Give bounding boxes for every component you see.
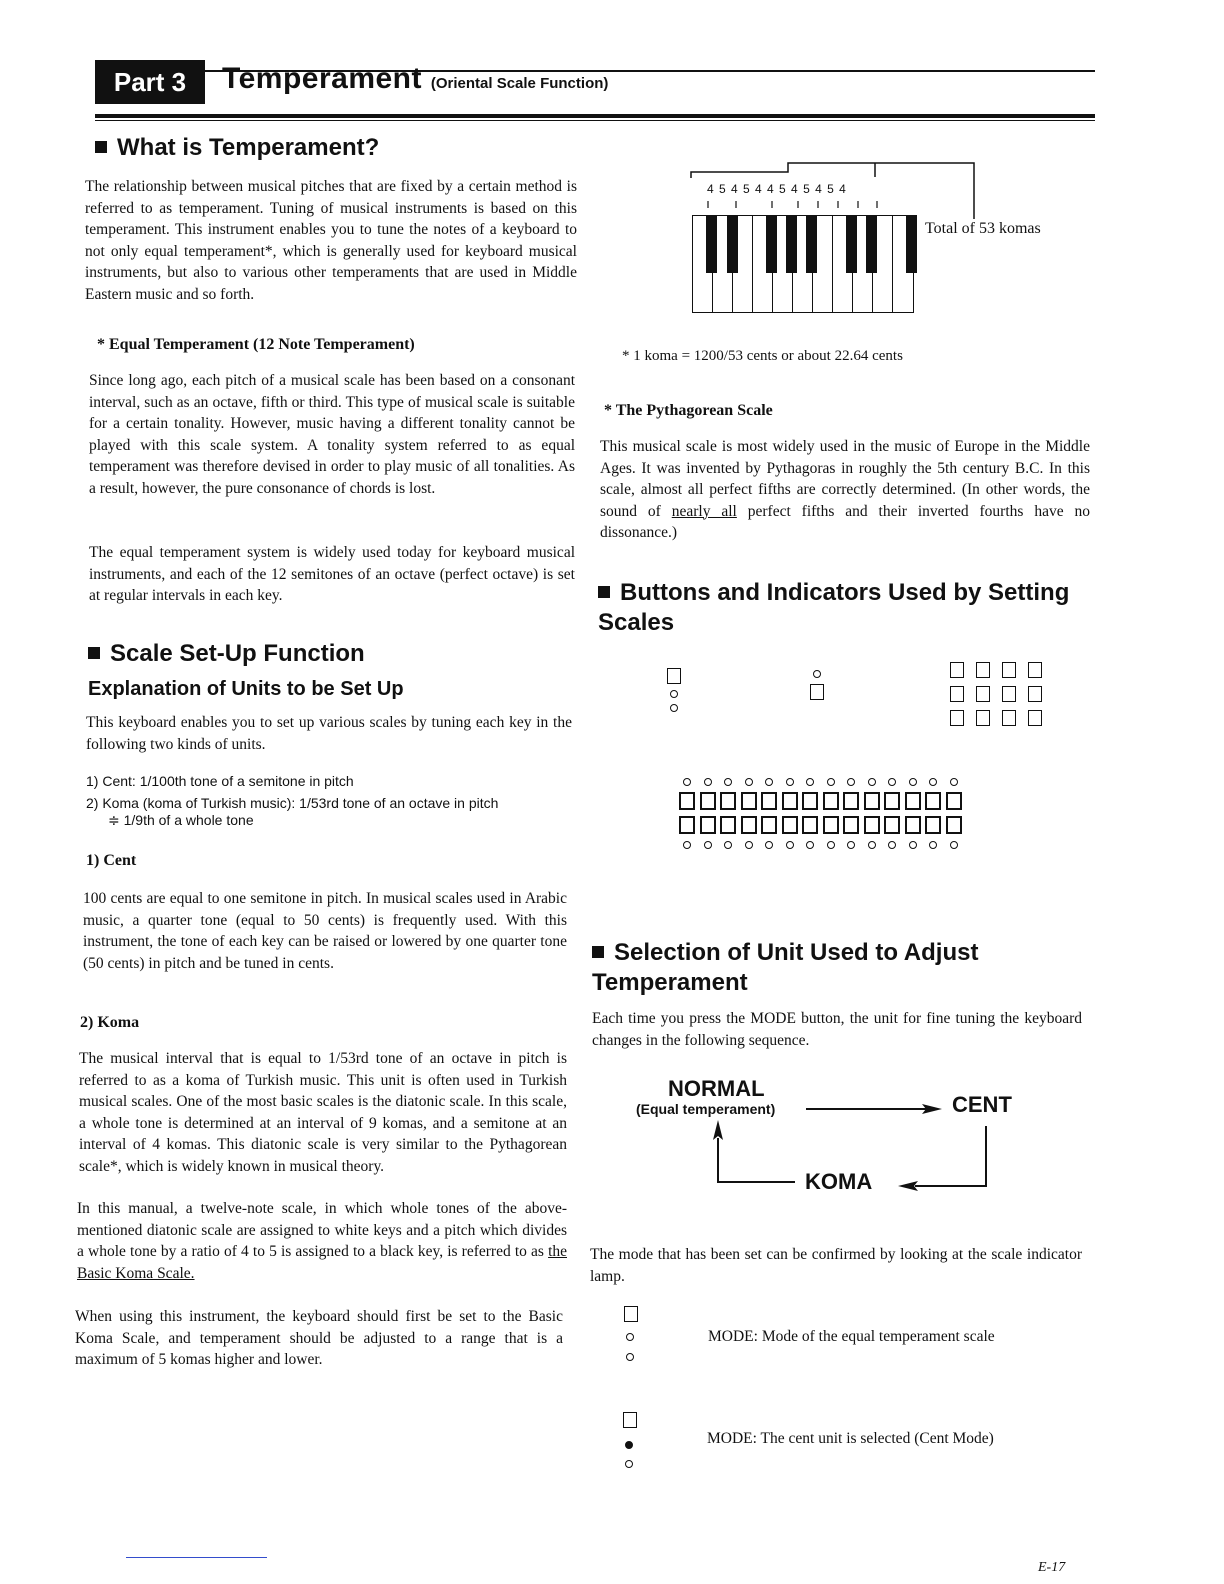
grid-button-icon	[976, 686, 990, 702]
grid-button-icon	[976, 710, 990, 726]
scale-button-icon	[843, 816, 859, 834]
chapter-subtitle: (Oriental Scale Function)	[430, 75, 609, 92]
scale-button-icon	[782, 792, 798, 810]
scale-lamp-icon	[786, 778, 794, 786]
scale-button-icon	[761, 792, 777, 810]
koma-lamp-icon	[670, 704, 678, 712]
selection-heading: Selection of Unit Used to Adjust Temperament	[592, 939, 979, 996]
scale-button-icon	[720, 792, 736, 810]
koma-lamp-icon	[626, 1353, 634, 1361]
cent-lamp-icon	[626, 1333, 634, 1341]
koma-note: * 1 koma = 1200/53 cents or about 22.64 cents	[622, 348, 903, 364]
scale-lamp-icon	[765, 841, 773, 849]
selection-paragraph: Each time you press the MODE button, the unit for fine tuning the keyboard changes in the following sequence.	[592, 1010, 1082, 1049]
mode-normal-description: MODE: Mode of the equal temperament scale	[708, 1328, 995, 1345]
scale-setup-heading: Scale Set-Up Function	[88, 640, 365, 668]
black-key	[846, 215, 857, 273]
units-paragraph: This keyboard enables you to set up various scales by tuning each key in the following two kinds of units.	[86, 714, 572, 753]
usage-paragraph: When using this instrument, the keyboard should first be set to the Basic Koma Scale, and temperament should be adjusted to a range that is a maximum of 5 komas higher and lower.	[75, 1308, 563, 1368]
confirm-paragraph: The mode that has been set can be confirmed by looking at the scale indicator lamp.	[590, 1246, 1082, 1285]
scale-lamp-icon	[765, 778, 773, 786]
page-number: E-17	[1038, 1560, 1066, 1575]
scale-lamp-icon	[724, 841, 732, 849]
grid-button-icon	[1002, 710, 1016, 726]
scale-lamp-icon	[929, 778, 937, 786]
bullet-square-icon	[598, 586, 610, 598]
koma-paragraph-2: In this manual, a twelve-note scale, in which whole tones of the above-mentioned diatonic scale are assigned to white keys and a pitch which divides a whole tone by a ratio of 4 to 5 is assigned to a black key, is referred to as the Basic Koma Scale.	[77, 1200, 567, 1282]
cent-paragraph: 100 cents are equal to one semitone in pitch. In musical scales used in Arabic music, a quarter tone (equal to 50 cents) is frequently used. With this instrument, the tone of each key can be raised or lowered by one quarter tone (50 cents) in pitch and be tuned in cents.	[83, 890, 567, 972]
scale-button-icon	[823, 792, 839, 810]
bullet-square-icon	[95, 141, 107, 153]
tune-lamp-icon	[813, 670, 821, 678]
cent-lamp-icon	[670, 690, 678, 698]
scale-button-icon	[884, 816, 900, 834]
scale-lamp-icon	[868, 778, 876, 786]
grid-button-icon	[950, 710, 964, 726]
basic-koma-scale-term: the Basic Koma Scale.	[77, 1243, 567, 1282]
units-heading: Explanation of Units to be Set Up	[88, 678, 404, 700]
mode-cent-description: MODE: The cent unit is selected (Cent Mode)	[707, 1430, 994, 1447]
mode-button-icon	[667, 668, 681, 684]
nearly-all-term: nearly all	[671, 502, 737, 520]
unit-list-item-koma: 2) Koma (koma of Turkish music): 1/53rd tone of an octave in pitch	[86, 795, 499, 811]
scale-lamp-icon	[704, 841, 712, 849]
scale-lamp-icon	[888, 841, 896, 849]
pythagorean-paragraph: This musical scale is most widely used in the music of Europe in the Middle Ages. It was invented by Pythagoras in roughly the 5th century B.C. In this scale, almost all perfect fifths are correctly determined. (In other words, the sound of nearly all perfect fifths and their inverted fourths have no dissonance.)	[600, 438, 1090, 541]
scale-lamp-icon	[806, 778, 814, 786]
scale-lamp-icon	[806, 841, 814, 849]
scale-lamp-icon	[745, 778, 753, 786]
flow-cent-label: CENT	[952, 1092, 1012, 1117]
scale-button-icon	[761, 816, 777, 834]
grid-button-icon	[1028, 686, 1042, 702]
chapter-title-text: Temperament	[222, 62, 423, 95]
black-key	[866, 215, 877, 273]
scale-lamp-icon	[724, 778, 732, 786]
flow-normal-label: NORMAL	[668, 1076, 765, 1101]
mode-button-icon	[623, 1412, 637, 1428]
black-key	[766, 215, 777, 273]
buttons-heading: Buttons and Indicators Used by Setting Scales	[598, 579, 1070, 636]
scale-button-icon	[905, 792, 921, 810]
scale-button-icon	[679, 792, 695, 810]
scale-lamp-icon	[847, 841, 855, 849]
scale-button-icon	[802, 816, 818, 834]
scale-button-icon	[700, 792, 716, 810]
scale-button-icon	[720, 816, 736, 834]
scale-lamp-icon	[683, 841, 691, 849]
scale-button-icon	[905, 816, 921, 834]
scale-button-icon	[884, 792, 900, 810]
grid-button-icon	[1002, 686, 1016, 702]
scale-lamp-icon	[683, 778, 691, 786]
part-badge: Part 3	[95, 60, 205, 104]
scale-lamp-icon	[868, 841, 876, 849]
scale-lamp-icon	[847, 778, 855, 786]
flow-arrows	[700, 1100, 1000, 1195]
scale-button-icon	[782, 816, 798, 834]
header-rule-bottom	[95, 114, 1095, 118]
unit-list-item-cent: 1) Cent: 1/100th tone of a semitone in pitch	[86, 773, 354, 789]
koma-heading: 2) Koma	[80, 1014, 140, 1031]
scale-lamp-icon	[950, 778, 958, 786]
scale-button-icon	[741, 792, 757, 810]
cent-heading: 1) Cent	[86, 852, 137, 869]
scale-button-icon	[946, 792, 962, 810]
bullet-square-icon	[88, 647, 100, 659]
scale-lamp-icon	[786, 841, 794, 849]
grid-button-icon	[1028, 710, 1042, 726]
tune-button-icon	[810, 684, 824, 700]
what-paragraph: The relationship between musical pitches that are fixed by a certain method is referred to as temperament. Tuning of musical instruments is based on this temperament. This instrument enables you to tune the notes of a keyboard to not only equal temperament*, which is generally used for keyboard musical instruments, but also to various other temperaments that are used in Middle Eastern music and so forth.	[85, 178, 577, 303]
total-komas-label: Total of 53 komas	[925, 220, 1041, 237]
scale-button-icon	[700, 816, 716, 834]
mode-button-icon	[624, 1306, 638, 1322]
black-key	[786, 215, 797, 273]
pythagorean-heading: * The Pythagorean Scale	[604, 402, 773, 419]
black-key	[727, 215, 738, 273]
scale-lamp-icon	[704, 778, 712, 786]
scale-button-icon	[946, 816, 962, 834]
scale-button-icon	[864, 816, 880, 834]
koma-lamp-icon	[625, 1460, 633, 1468]
grid-button-icon	[950, 662, 964, 678]
black-key	[706, 215, 717, 273]
scale-lamp-icon	[745, 841, 753, 849]
scale-lamp-icon	[929, 841, 937, 849]
grid-button-icon	[976, 662, 990, 678]
scale-button-icon	[741, 816, 757, 834]
scale-button-icon	[823, 816, 839, 834]
scale-button-icon	[802, 792, 818, 810]
flow-koma-label: KOMA	[805, 1169, 873, 1194]
grid-button-icon	[950, 686, 964, 702]
grid-button-icon	[1028, 662, 1042, 678]
koma-numbers: 4 5 4 5 4 4 5 4 5 4 5 4	[707, 182, 847, 196]
scale-lamp-icon	[909, 841, 917, 849]
flow-equal-label: (Equal temperament)	[636, 1101, 776, 1117]
scale-lamp-icon	[909, 778, 917, 786]
what-heading: What is Temperament?	[95, 134, 379, 162]
scale-button-icon	[925, 816, 941, 834]
equal-paragraph-1: Since long ago, each pitch of a musical scale has been based on a consonant interval, such as an octave, fifth or third. This type of musical scale is suitable for a certain tonality. However, music having a different tonality cannot be played with this scale system. A tonality system referred to as equal temperament was therefore devised in order to play music of all tonalities. As a result, however, the pure consonance of chords is lost.	[89, 372, 575, 497]
equal-heading: * Equal Temperament (12 Note Temperament)	[97, 336, 415, 353]
koma-paragraph: The musical interval that is equal to 1/53rd tone of an octave in pitch is referred to as a koma of Turkish music. This unit is often used in Turkish musical scales. One of the most basic scales is the diatonic scale. In this scale, a whole tone is determined at an interval of 9 komas, and a semitone at an interval of 4 komas. This diatonic scale is very similar to the Pythagorean scale*, which is widely known in musical theory.	[79, 1050, 567, 1175]
bullet-square-icon	[592, 946, 604, 958]
scale-lamp-icon	[827, 841, 835, 849]
scale-lamp-icon	[888, 778, 896, 786]
scale-button-icon	[843, 792, 859, 810]
scale-button-icon	[864, 792, 880, 810]
scale-button-icon	[679, 816, 695, 834]
scale-lamp-icon	[827, 778, 835, 786]
header-rule-bottom-thin	[95, 120, 1095, 121]
black-key	[906, 215, 917, 273]
footnote-rule	[126, 1557, 267, 1558]
equal-paragraph-2: The equal temperament system is widely used today for keyboard musical instruments, and each of the 12 semitones of an octave (perfect octave) is set at regular intervals in each key.	[89, 544, 575, 604]
scale-lamp-icon	[950, 841, 958, 849]
black-key	[806, 215, 817, 273]
cent-lamp-lit-icon	[625, 1441, 633, 1449]
scale-button-icon	[925, 792, 941, 810]
unit-list-item-koma-approx: ≑ 1/9th of a whole tone	[108, 812, 254, 828]
chapter-title	[222, 62, 608, 96]
grid-button-icon	[1002, 662, 1016, 678]
